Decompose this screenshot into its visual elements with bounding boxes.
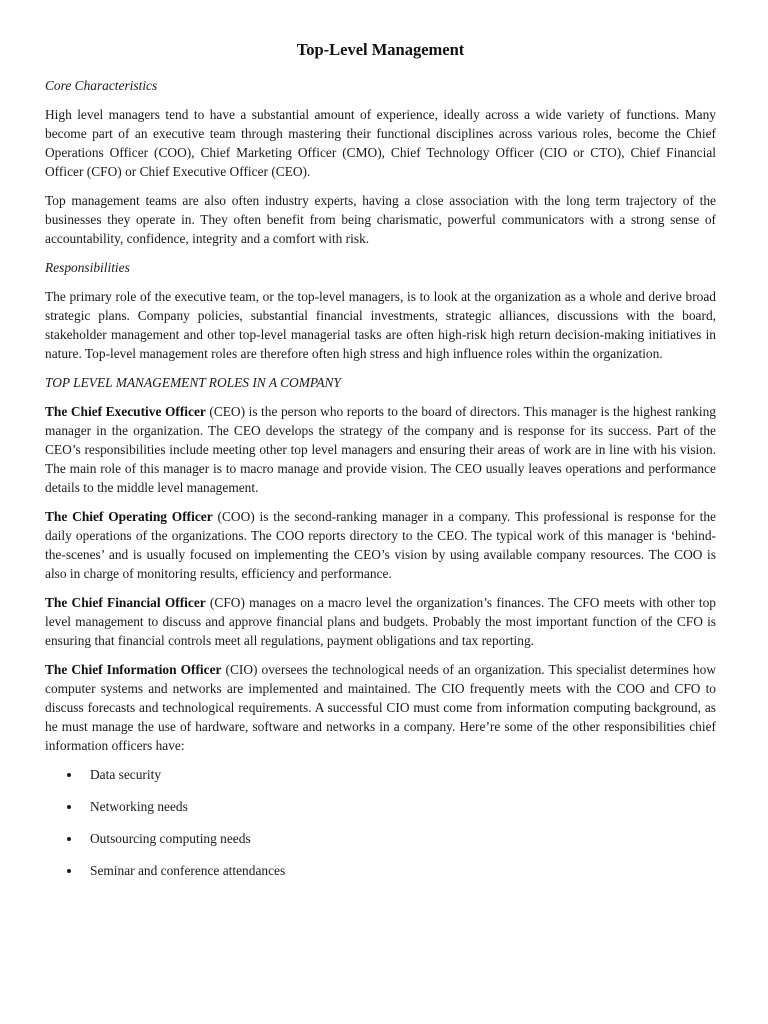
responsibilities-heading: Responsibilities bbox=[45, 260, 130, 275]
coo-term: The Chief Operating Officer bbox=[45, 509, 213, 524]
cfo-description: (CFO) manages on a macro level the organization’s finances. The CFO meets with other top level management to discuss and approve financial plans and budgets. Probably the most important function of the CFO is ensuring that financial controls meet all regulations, payment obligations and tax reporting. bbox=[45, 595, 716, 648]
document-page bbox=[45, 38, 716, 893]
bullet-icon bbox=[67, 837, 71, 841]
core-paragraph-1: High level managers tend to have a substantial amount of experience, ideally across a wide variety of functions. Many become part of an executive team through mastering their functional disciplines across various roles, become the Chief Operations Officer (COO), Chief Marketing Officer (CMO), Chief Technology Officer (CIO or CTO), Chief Financial Officer (CFO) or Chief Executive Officer (CEO). bbox=[45, 107, 716, 179]
coo-paragraph bbox=[45, 507, 716, 583]
cio-term: The Chief Information Officer bbox=[45, 662, 222, 677]
bullet-icon bbox=[67, 805, 71, 809]
ceo-paragraph bbox=[45, 402, 716, 497]
core-paragraph-2: Top management teams are also often industry experts, having a close association with the long term trajectory of the businesses they operate in. They often benefit from being charismatic, powerful communicators with a strong sense of accountability, confidence, integrity and a comfort with risk. bbox=[45, 193, 716, 246]
bullet-icon bbox=[67, 773, 71, 777]
coo-description: (COO) is the second-ranking manager in a company. This professional is response for the daily operations of the organizations. The COO reports directory to the CEO. The typical work of this manager is ‘behind-the-scenes’ and is usually focused on implementing the CEO’s vision by using available company resources. The COO is also in charge of monitoring results, efficiency and performance. bbox=[45, 509, 716, 581]
responsibilities-paragraph: The primary role of the executive team, or the top-level managers, is to look at the organization as a whole and derive broad strategic plans. Company policies, substantial financial investments, strategic alliances, discussions with the board, stakeholder management and other top-level managerial tasks are often high-risk high return decision-making initiatives in nature. Top-level management roles are therefore often high stress and high influence roles within the organization. bbox=[45, 289, 716, 361]
list-item-label: Seminar and conference attendances bbox=[90, 863, 286, 878]
cfo-paragraph bbox=[45, 593, 716, 650]
core-characteristics-heading: Core Characteristics bbox=[45, 78, 158, 93]
bullet-icon bbox=[67, 869, 71, 873]
page-title: Top-Level Management bbox=[296, 40, 465, 59]
cio-description: (CIO) oversees the technological needs of an organization. This specialist determines how computer systems and networks are implemented and maintained. The CIO frequently meets with the COO and CFO to discuss forecasts and technological requirements. A successful CIO must come from information computing background, as he must manage the use of hardware, software and networks in a company. Here’re some of the other responsibilities chief information officers have: bbox=[45, 662, 716, 753]
roles-heading: TOP LEVEL MANAGEMENT ROLES IN A COMPANY bbox=[45, 375, 341, 390]
list-item bbox=[45, 861, 716, 893]
list-item bbox=[45, 797, 716, 829]
ceo-term: The Chief Executive Officer bbox=[45, 404, 206, 419]
cfo-term: The Chief Financial Officer bbox=[45, 595, 206, 610]
list-item-label: Networking needs bbox=[90, 799, 188, 814]
ceo-description: (CEO) is the person who reports to the board of directors. This manager is the highest ranking manager in the organization. The CEO develops the strategy of the company and is response for its success. Part of the CEO’s responsibilities include meeting other top level managers and ensuring their areas of work are in line with his vision. The main role of this manager is to macro manage and provide vision. The CEO usually leaves operations and performance details to the middle level management. bbox=[45, 404, 716, 495]
list-item bbox=[45, 829, 716, 861]
cio-paragraph bbox=[45, 660, 716, 755]
list-item-label: Data security bbox=[90, 767, 162, 782]
list-item-label: Outsourcing computing needs bbox=[90, 831, 251, 846]
cio-responsibilities-list bbox=[45, 765, 716, 893]
list-item bbox=[45, 765, 716, 797]
